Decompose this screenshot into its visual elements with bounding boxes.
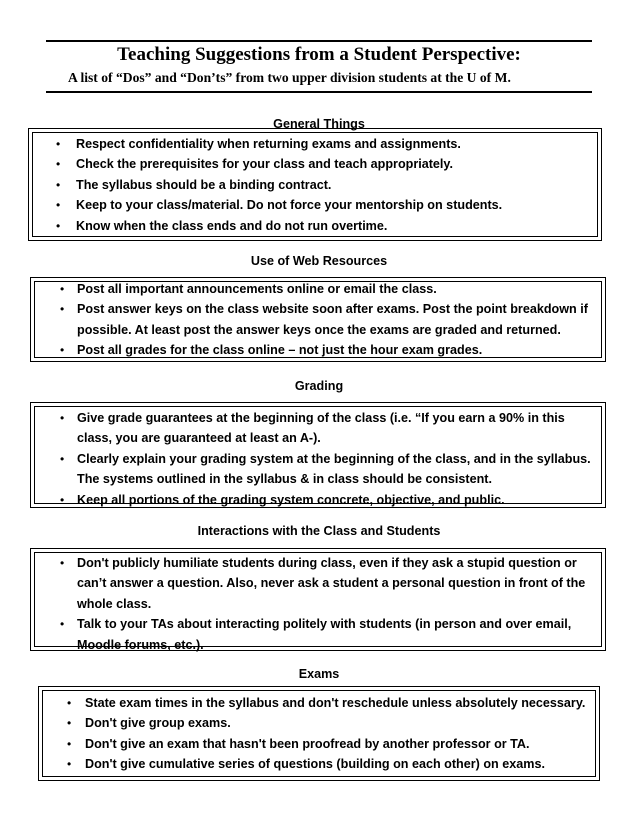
bullet-icon: • xyxy=(60,451,65,466)
list-item-text: Don't give cumulative series of questions (building on each other) on exams. xyxy=(85,757,545,772)
bullet-icon: • xyxy=(67,716,72,731)
list-item-text: Clearly explain your grading system at the beginning of the class, and in the syllabus. xyxy=(77,451,591,466)
bullet-icon: • xyxy=(67,696,72,710)
list-item-text: Talk to your TAs about interacting politely with students (in person and over email, xyxy=(77,617,572,632)
bullet-icon: • xyxy=(67,757,72,772)
top-rule xyxy=(46,40,592,42)
list-item-text: Check the prerequisites for your class and teach appropriately. xyxy=(76,157,454,172)
list-item-text: possible. At least post the answer keys once the exams are graded and returned. xyxy=(77,322,561,337)
page-title: Teaching Suggestions from a Student Perspective: xyxy=(117,44,521,65)
list-item-text: Don't publicly humiliate students during class, even if they ask a stupid question or xyxy=(77,556,577,570)
list-item-text: Don't give an exam that hasn't been proofread by another professor or TA. xyxy=(85,736,530,751)
bullet-icon: • xyxy=(67,736,72,751)
section-heading: Exams xyxy=(298,667,340,681)
bullet-icon: • xyxy=(56,177,61,192)
list-item-text: The syllabus should be a binding contract. xyxy=(76,177,332,192)
section-heading: General Things xyxy=(273,117,365,131)
list-item-text: Give grade guarantees at the beginning of the class (i.e. “If you earn a 90% in this xyxy=(77,411,565,425)
bullet-icon: • xyxy=(60,411,65,425)
bullet-icon: • xyxy=(60,282,65,296)
list-item-text: Moodle forums, etc.). xyxy=(77,637,204,652)
list-item-text: Keep all portions of the grading system concrete, objective, and public. xyxy=(77,492,505,507)
list-item-text: whole class. xyxy=(77,596,152,611)
list-item-text: State exam times in the syllabus and don't reschedule unless absolutely necessary. xyxy=(85,696,586,710)
page-subtitle: A list of “Dos” and “Don’ts” from two upper division students at the U of M. xyxy=(68,70,511,85)
header-bottom-rule xyxy=(46,91,592,93)
bullet-icon: • xyxy=(60,492,65,507)
section-heading: Use of Web Resources xyxy=(250,254,388,268)
list-item-text: can’t answer a question. Also, never ask a student a personal question in front of the xyxy=(77,576,586,591)
list-item-text: The systems outlined in the syllabus & in class should be consistent. xyxy=(77,472,492,487)
list-item-text: Post all important announcements online or email the class. xyxy=(77,282,437,296)
section-heading: Interactions with the Class and Students xyxy=(197,524,441,538)
list-item-text: Post answer keys on the class website soon after exams. Post the point breakdown if xyxy=(77,302,588,317)
bullet-icon: • xyxy=(56,198,61,213)
bullet-icon: • xyxy=(60,617,65,632)
bullet-icon: • xyxy=(60,343,65,358)
list-item-text: Keep to your class/material. Do not force your mentorship on students. xyxy=(76,198,503,213)
bullet-icon: • xyxy=(60,556,65,570)
bullet-icon: • xyxy=(56,218,61,233)
list-item-text: Post all grades for the class online – not just the hour exam grades. xyxy=(77,343,483,358)
bullet-icon: • xyxy=(56,137,61,151)
section-heading: Grading xyxy=(294,379,344,393)
bullet-icon: • xyxy=(60,302,65,317)
bullet-icon: • xyxy=(56,157,61,172)
list-item-text: Don't give group exams. xyxy=(85,716,231,731)
list-item-text: Respect confidentiality when returning exams and assignments. xyxy=(76,137,461,151)
list-item-text: Know when the class ends and do not run overtime. xyxy=(76,218,388,233)
list-item-text: class, you are guaranteed at least an A-). xyxy=(77,431,321,446)
